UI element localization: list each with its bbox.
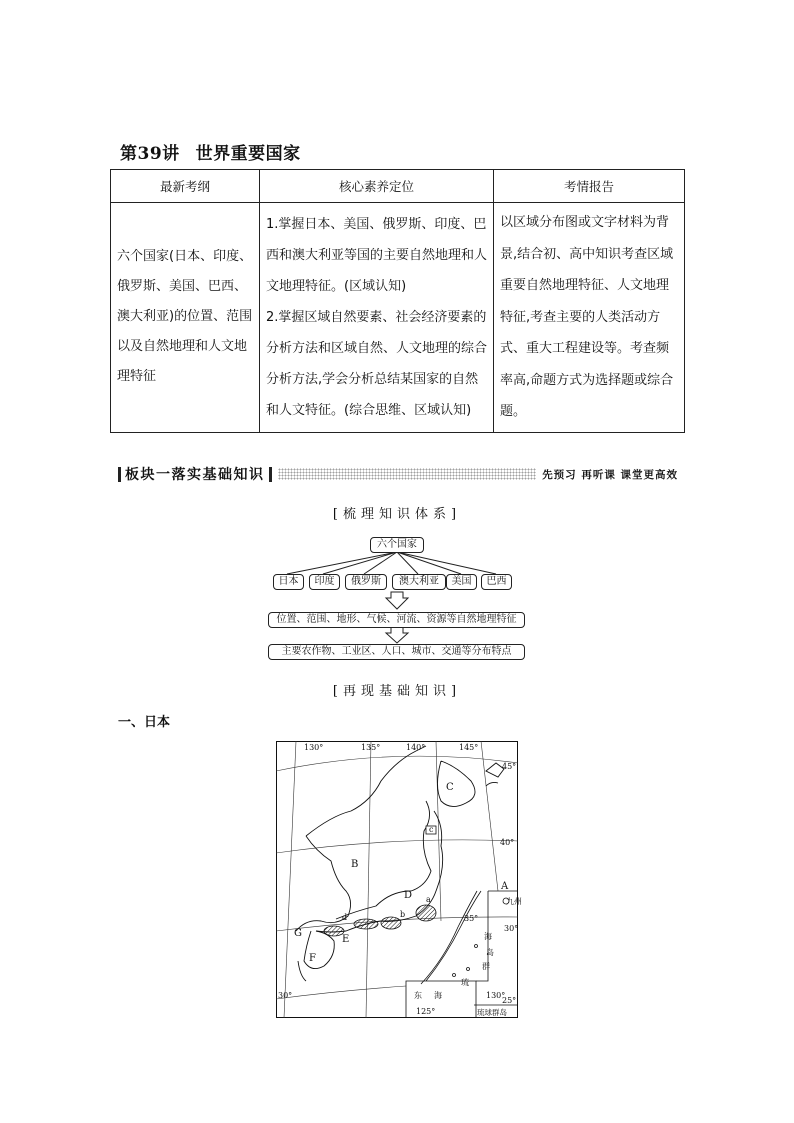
table-header: 最新考纲 [111,170,260,203]
section-title: 一、日本 [118,715,171,730]
diagram-country: 巴西 [481,574,512,590]
longitude-label: 130° [304,743,324,752]
longitude-label: 125° [416,1007,436,1016]
diagram-step-human: 主要农作物、工业区、人口、城市、交通等分布特点 [268,644,525,660]
table-header-row [111,170,685,203]
diagram-country: 日本 [273,574,304,590]
banner-bar [269,467,272,482]
banner-title: 落实基础知识 [171,467,265,483]
core-literacy-item: 2.掌握区域自然要素、社会经济要素的分析方法和区域自然、人文地理的综合分析方法,学会分析总结某国家的自然和人文特征。(综合思维、区域认知) [266,309,488,418]
banner-label: 板块一落实基础知识 [125,467,265,483]
diagram-root: 六个国家 [370,537,424,553]
table-row [111,203,685,433]
diagram-country: 俄罗斯 [345,574,387,590]
inset-label: 海 [434,991,442,1000]
map-letter-small-d: d [342,913,348,922]
diagram-step-natural: 位置、范围、地形、气候、河流、资源等自然地理特征 [268,612,525,628]
japan-map-drawing [276,741,522,1018]
longitude-label: 130° [486,991,506,1000]
inset-label: 琉球群岛 [477,1008,507,1017]
latitude-label: 30° [278,991,293,1000]
map-letter-e: E [342,934,350,945]
map-frame [277,742,518,1018]
latitude-label: 40° [500,838,515,847]
knowledge-diagram [265,530,530,665]
inset-label: 海 [484,932,492,941]
longitude-label: 135° [361,743,381,752]
map-letter-g: G [294,928,302,939]
inset-label: 九州 [506,897,522,906]
table-header: 核心素养定位 [260,170,494,203]
diagram-country: 澳大利亚 [392,574,446,590]
table-header: 考情报告 [494,170,685,203]
japan-map [276,741,522,1018]
map-letter-small-a: a [426,895,431,904]
latitude-label: 30° [504,924,519,933]
core-literacy-item: 1.掌握日本、美国、俄罗斯、印度、巴西和澳大利亚等国的主要自然地理和人文地理特征。(区域认知) [266,216,488,294]
inset-label: 岛 [486,948,494,957]
latitude-label: 35° [464,914,479,923]
banner-slogan: 先预习 再听课 课堂更高效 [542,468,678,481]
map-letter-b: B [351,859,359,870]
page-title [120,139,301,164]
subheading-knowledge: [再现基础知识] [332,684,462,699]
outline-cell: 六个国家(日本、印度、俄罗斯、美国、巴西、澳大利亚)的位置、范围以及自然地理和人文地理特征 [111,203,260,433]
map-letter-c: C [446,782,454,793]
subheading-system: [梳理知识体系] [332,507,462,522]
map-letter-d: D [404,890,413,901]
banner-dots [278,468,537,480]
diagram-country: 美国 [446,574,477,590]
inset-label: 琉 [461,978,469,987]
longitude-label: 145° [459,743,479,752]
map-letter-a: A [501,881,509,892]
inset-label: 东 [414,991,422,1000]
latitude-label: 45° [502,762,517,771]
latitude-label: 25° [502,996,517,1005]
lecture-title: 世界重要国家 [195,144,301,164]
map-letter-small-c: c [429,825,434,834]
map-letter-small-b: b [400,910,406,919]
section-banner [118,465,684,483]
longitude-label: 140° [406,743,426,752]
report-cell: 以区域分布图或文字材料为背景,结合初、高中知识考查区域重要自然地理特征、人文地理特征,考查主要的人类活动方式、重大工程建设等。考查频率高,命题方式为选择题或综合题。 [494,203,685,433]
diagram-country: 印度 [309,574,340,590]
map-letter-f: F [309,953,316,964]
inset-label: 群 [482,962,490,971]
core-literacy-cell [260,203,494,433]
syllabus-table [110,169,685,433]
banner-bar [118,467,121,482]
lecture-number: 第39讲 [120,144,180,164]
